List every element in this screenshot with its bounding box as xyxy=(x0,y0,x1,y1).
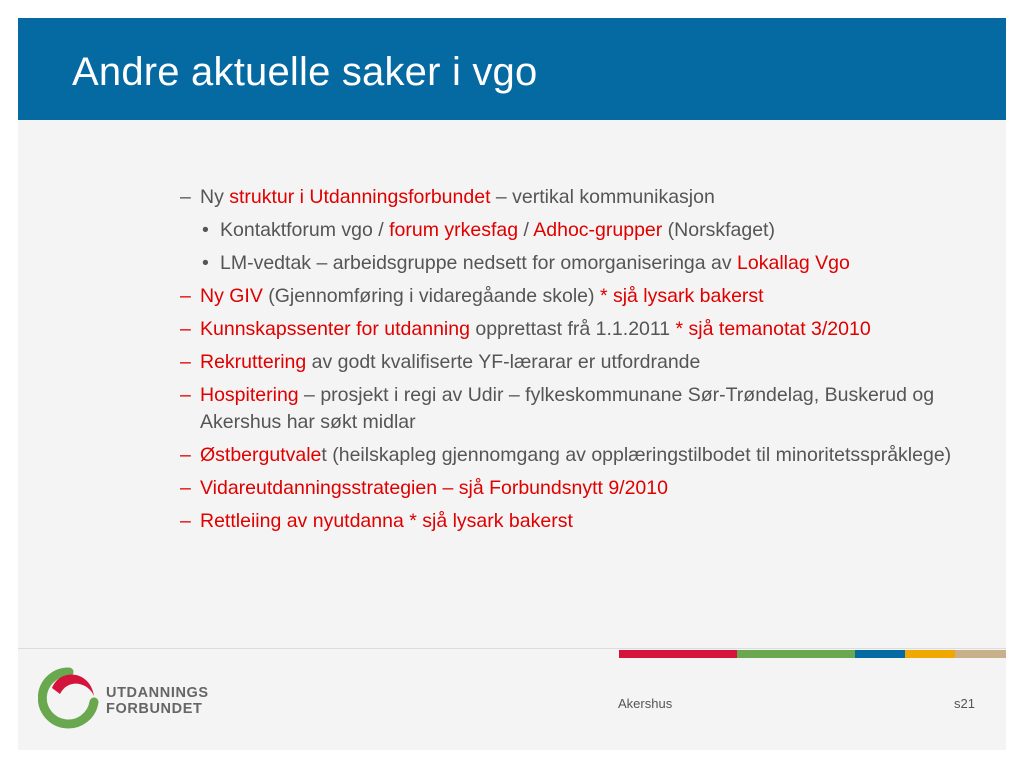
stripe-green xyxy=(737,650,855,658)
stripe-beige xyxy=(955,650,1006,658)
stripe-yellow xyxy=(905,650,955,658)
slide xyxy=(18,18,1006,750)
slide-title: Andre aktuelle saker i vgo xyxy=(72,50,538,94)
stripe-red xyxy=(619,650,737,658)
bullet-item: – Rekruttering av godt kvalifiserte YF-lærarar er utfordrande xyxy=(180,351,701,373)
bullet-list xyxy=(180,184,960,541)
bullet-item: – Kunnskapssenter for utdanning opprettast frå 1.1.2011 * sjå temanotat 3/2010 xyxy=(180,318,871,340)
footer-divider xyxy=(18,648,1006,649)
bullet-item: – Hospitering – prosjekt i regi av Udir – fylkeskommunane Sør-Trøndelag, Buskerud og Akershus har søkt midlar xyxy=(180,384,935,433)
sub-bullet-item: • Kontaktforum vgo / forum yrkesfag / Adhoc-grupper (Norskfaget) xyxy=(202,219,775,241)
footer-location: Akershus xyxy=(618,696,673,711)
page-number: s21 xyxy=(954,696,975,711)
bullet-item: – Vidareutdanningsstrategien – sjå Forbundsnytt 9/2010 xyxy=(180,477,668,499)
stripe-blue xyxy=(855,650,905,658)
title-bar xyxy=(18,18,1006,120)
sub-bullet-item: • LM-vedtak – arbeidsgruppe nedsett for omorganiseringa av Lokallag Vgo xyxy=(202,252,850,274)
bullet-item: – Østbergutvalet (heilskapleg gjennomgang av opplæringstilbodet til minoritetsspråklege) xyxy=(180,444,952,466)
color-stripes xyxy=(619,650,1006,658)
bullet-item: – Rettleiing av nyutdanna * sjå lysark bakerst xyxy=(180,510,573,532)
logo-wordmark: UTDANNINGS FORBUNDET xyxy=(106,685,209,717)
bullet-item: – Ny GIV (Gjennomføring i vidaregåande skole) * sjå lysark bakerst xyxy=(180,285,764,307)
bullet-item: – Ny struktur i Utdanningsforbundet – vertikal kommunikasjon xyxy=(180,186,715,208)
